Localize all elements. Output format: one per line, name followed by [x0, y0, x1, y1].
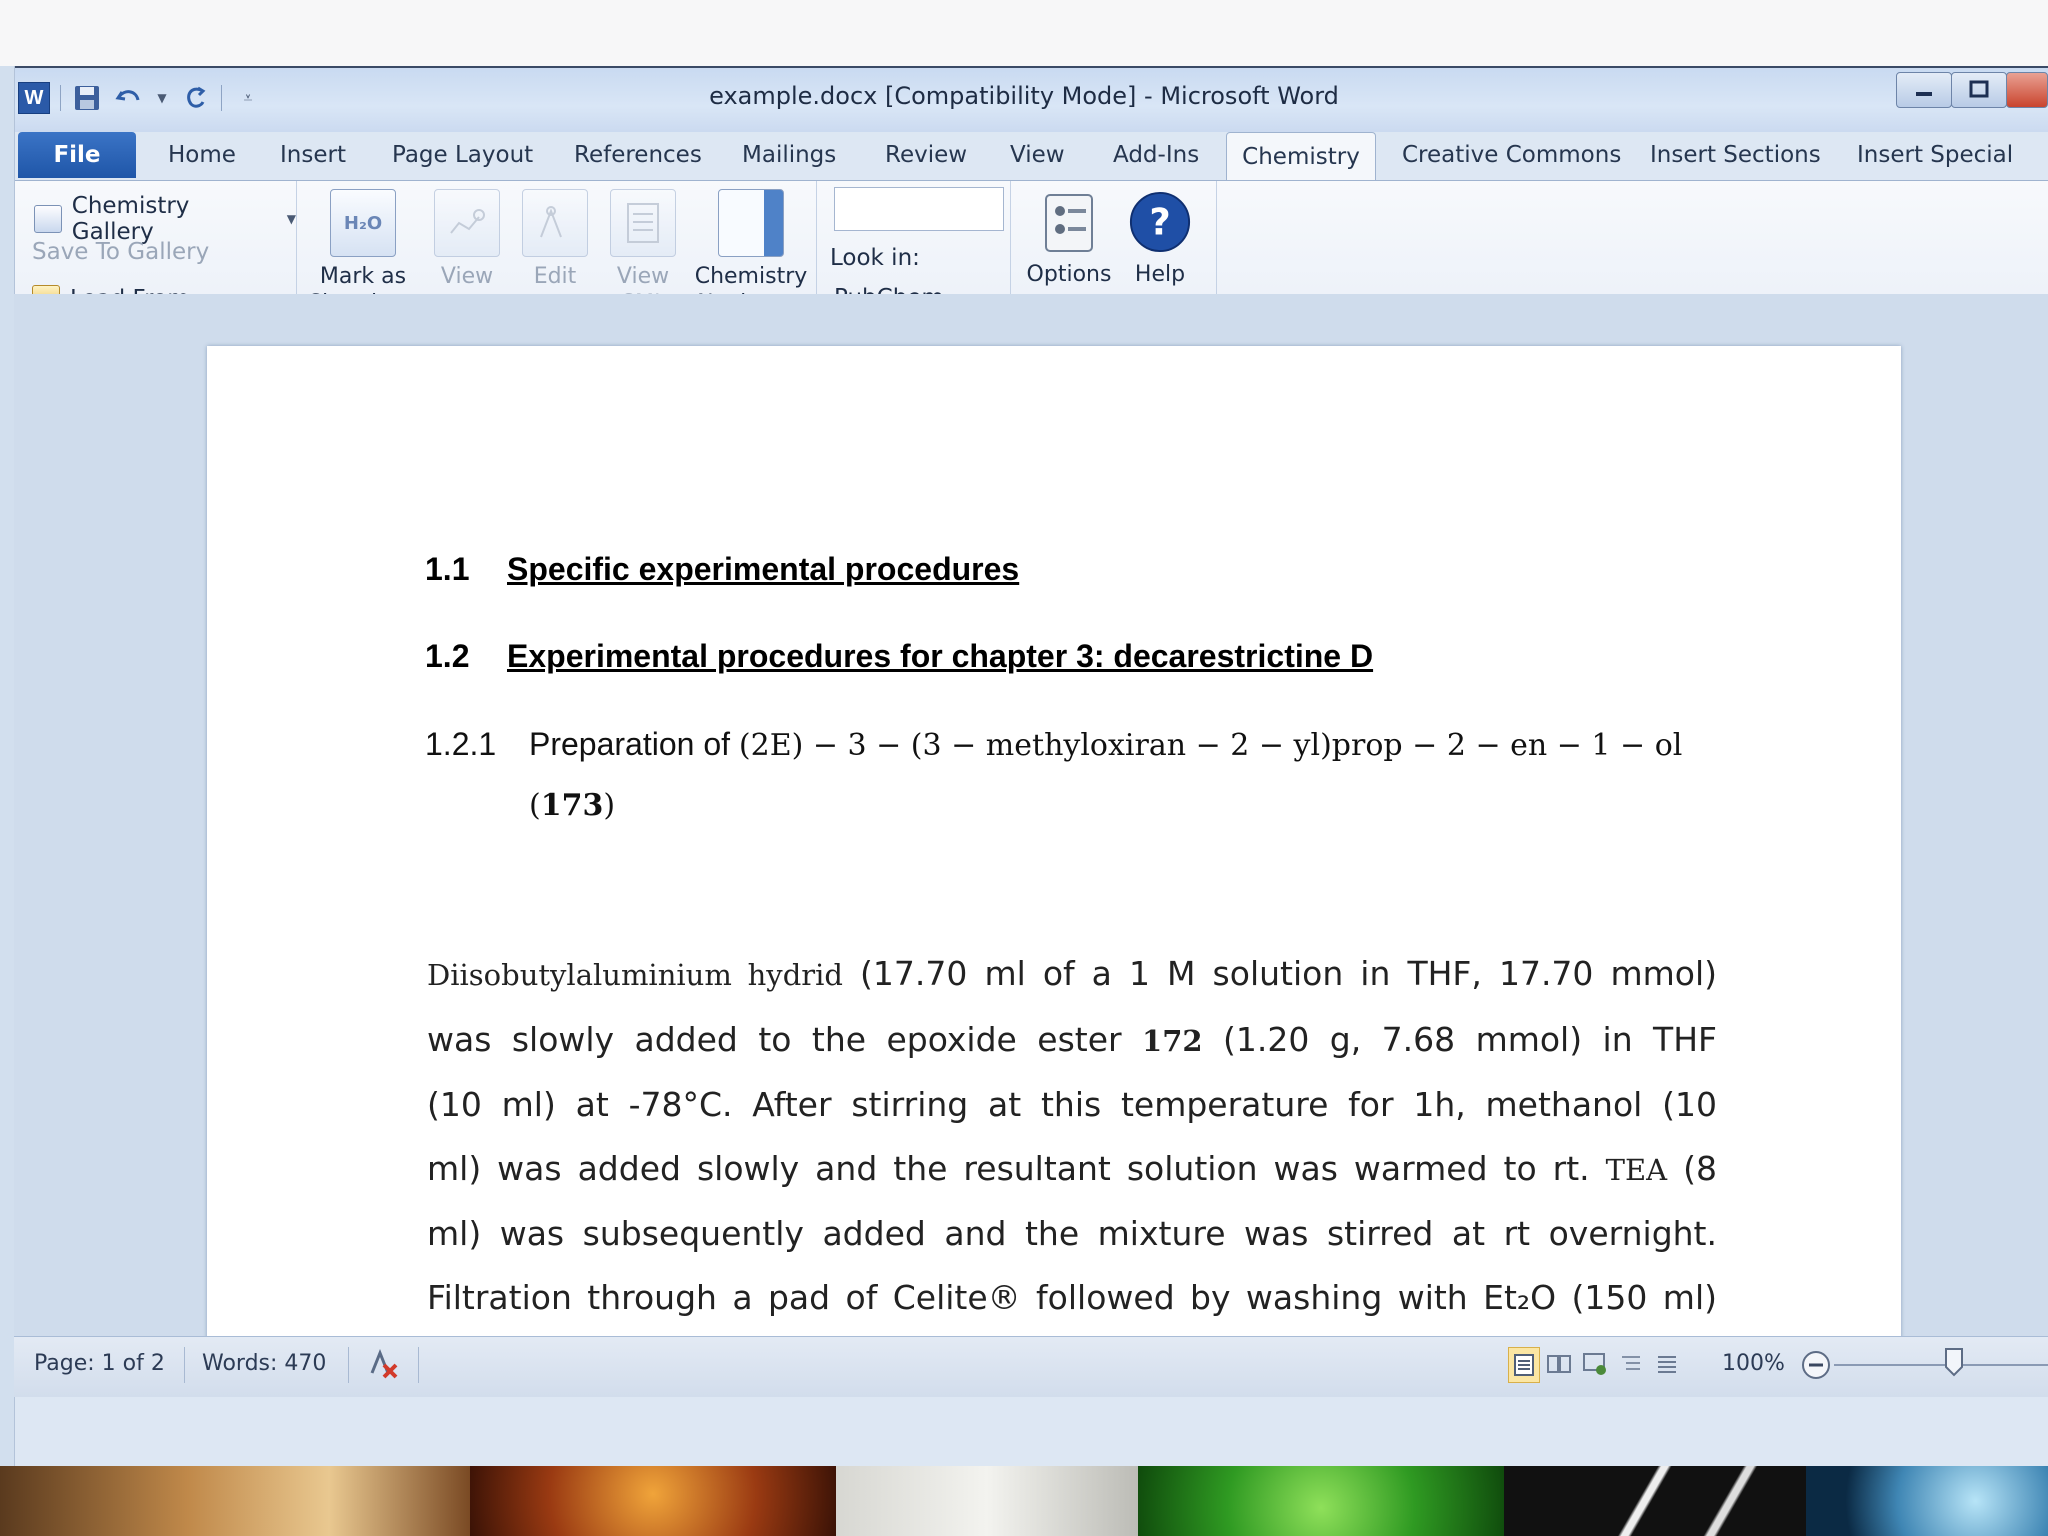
word-count[interactable]: Words: 470	[202, 1351, 327, 1376]
tab-review[interactable]: Review	[885, 142, 968, 168]
wallpaper-segment	[0, 1466, 470, 1536]
save-to-gallery-button[interactable]	[32, 239, 209, 265]
view-cml-label-1: View	[616, 264, 670, 289]
paragraph-line-5: ml) was subsequently added and the mixture was stirred at rt overnight.	[427, 1214, 1717, 1253]
desktop-top-strip	[0, 0, 2048, 66]
heading-1-1	[425, 551, 1019, 588]
undo-dropdown-icon[interactable]: ▼	[157, 91, 167, 105]
wallpaper-segment	[470, 1466, 836, 1536]
heading-1-2-1	[425, 726, 1682, 763]
chemical-formula: (2E) − 3 − (3 − methyloxiran − 2 − yl)prop − 2 − en − 1 − ol	[738, 728, 1683, 763]
document-page[interactable]	[207, 346, 1901, 1336]
tab-mailings[interactable]: Mailings	[742, 142, 837, 168]
tab-file[interactable]: File	[18, 132, 136, 178]
paragraph-line-3: (10 ml) at -78°C. After stirring at this temperature for 1h, methanol (10	[427, 1085, 1717, 1124]
desktop-background-strip	[0, 1466, 2048, 1536]
draft-view-icon[interactable]	[1652, 1347, 1682, 1381]
status-separator	[418, 1347, 419, 1383]
compound-number: 173	[540, 788, 604, 823]
line-text: (17.70 ml of a 1 M solution in THF, 17.70 mmol)	[842, 954, 1718, 993]
tab-page-layout[interactable]: Page Layout	[392, 142, 534, 168]
navigator-pane-icon	[718, 189, 784, 257]
status-separator	[348, 1347, 349, 1383]
tab-creative-commons[interactable]: Creative Commons	[1402, 142, 1622, 168]
close-button[interactable]	[2006, 72, 2048, 108]
body-paragraph	[427, 942, 1717, 1329]
tab-view[interactable]: View	[1010, 142, 1065, 168]
mark-as-label-1: Mark as	[319, 264, 407, 289]
chemistry-gallery-label: Chemistry Gallery	[71, 193, 190, 245]
wallpaper-segment	[1806, 1466, 2048, 1536]
options-label: Options	[1026, 262, 1112, 287]
outline-view-icon[interactable]	[1616, 1347, 1646, 1381]
navigator-label-1: Chemistry	[694, 264, 808, 289]
edit-label: Edit	[533, 264, 577, 289]
compound-ref: 172	[1142, 1023, 1203, 1058]
help-icon	[1128, 189, 1192, 255]
wallpaper-segment	[1504, 1466, 1806, 1536]
minimize-button[interactable]	[1896, 72, 1952, 108]
print-layout-view-icon[interactable]	[1508, 1347, 1540, 1383]
chevron-down-icon: ▼	[286, 212, 296, 226]
options-icon	[1037, 189, 1101, 255]
left-window-edge	[0, 66, 15, 1466]
wallpaper-segment	[1138, 1466, 1504, 1536]
tea-abbrev: TEA	[1605, 1152, 1668, 1187]
save-to-gallery-label: Save To Gallery	[32, 239, 210, 265]
help-label: Help	[1134, 262, 1186, 287]
zoom-out-icon[interactable]	[1800, 1349, 1832, 1387]
tab-references[interactable]: References	[574, 142, 702, 168]
compound-number-line	[529, 786, 615, 823]
svg-text:?: ?	[1149, 200, 1171, 244]
chemistry-gallery-button[interactable]	[34, 193, 296, 245]
heading-text: Specific experimental procedures	[507, 551, 1020, 587]
paragraph-line-1	[427, 942, 1717, 1008]
line-text: (1.20 g, 7.68 mmol) in THF	[1202, 1019, 1717, 1059]
maximize-button[interactable]	[1951, 72, 2007, 108]
paragraph-line-6: Filtration through a pad of Celite® followed by washing with Et₂O (150 ml)	[427, 1277, 1717, 1317]
window-title: example.docx [Compatibility Mode] - Microsoft Word	[709, 82, 1339, 110]
paren-open: (	[529, 788, 541, 823]
title-bar	[0, 68, 2048, 132]
proofing-error-icon[interactable]	[366, 1347, 402, 1387]
view-label: View	[440, 264, 494, 289]
zoom-level[interactable]: 100%	[1722, 1351, 1785, 1376]
heading-1-2	[425, 638, 1373, 675]
tab-insert[interactable]: Insert	[280, 142, 346, 168]
paren-close: )	[603, 788, 616, 823]
line-text: ml) was added slowly and the resultant solution was warmed to rt.	[427, 1148, 1606, 1188]
tab-insert-special[interactable]: Insert Special	[1857, 142, 2014, 168]
gallery-icon	[34, 205, 62, 233]
tab-chemistry[interactable]: Chemistry	[1226, 132, 1376, 181]
zoom-slider-track[interactable]	[1834, 1364, 2048, 1366]
cml-document-icon	[610, 189, 676, 257]
search-input[interactable]	[834, 187, 1004, 231]
look-in-label: Look in:	[830, 245, 920, 271]
heading-prefix: Preparation of	[529, 726, 731, 762]
heading-number: 1.1	[425, 551, 470, 587]
paragraph-line-4	[427, 1137, 1717, 1203]
heading-number: 1.2.1	[425, 726, 497, 762]
wallpaper-segment	[836, 1466, 1138, 1536]
window-controls	[1897, 72, 2048, 108]
h2o-label: H₂O	[343, 212, 383, 234]
molecule-edit-icon	[522, 189, 588, 257]
ribbon-tabs	[0, 132, 2048, 180]
web-layout-view-icon[interactable]	[1580, 1347, 1610, 1381]
status-bar	[14, 1336, 2048, 1397]
tab-home[interactable]: Home	[168, 142, 236, 168]
reagent-name: Diisobutylaluminium hydrid	[427, 958, 843, 992]
heading-text: Experimental procedures for chapter 3: decarestrictine D	[507, 638, 1374, 674]
line-text: was slowly added to the epoxide ester	[427, 1019, 1143, 1059]
heading-number: 1.2	[425, 638, 470, 674]
page-count[interactable]: Page: 1 of 2	[34, 1351, 165, 1376]
line-text: (8	[1667, 1148, 1717, 1188]
full-screen-reading-view-icon[interactable]	[1544, 1347, 1574, 1381]
document-area	[14, 294, 2048, 1336]
tab-insert-sections[interactable]: Insert Sections	[1650, 142, 1821, 168]
customize-qat-icon[interactable]: ⩡	[243, 88, 253, 107]
molecule-view-icon	[434, 189, 500, 257]
tab-add-ins[interactable]: Add-Ins	[1113, 142, 1200, 168]
status-separator	[184, 1347, 185, 1383]
paragraph-line-2	[427, 1008, 1717, 1074]
options-button[interactable]	[1024, 189, 1114, 288]
zoom-slider-thumb[interactable]	[1944, 1347, 1964, 1383]
mark-as-chemistry-icon	[330, 189, 396, 257]
word-logo-icon[interactable]: W	[18, 82, 50, 114]
